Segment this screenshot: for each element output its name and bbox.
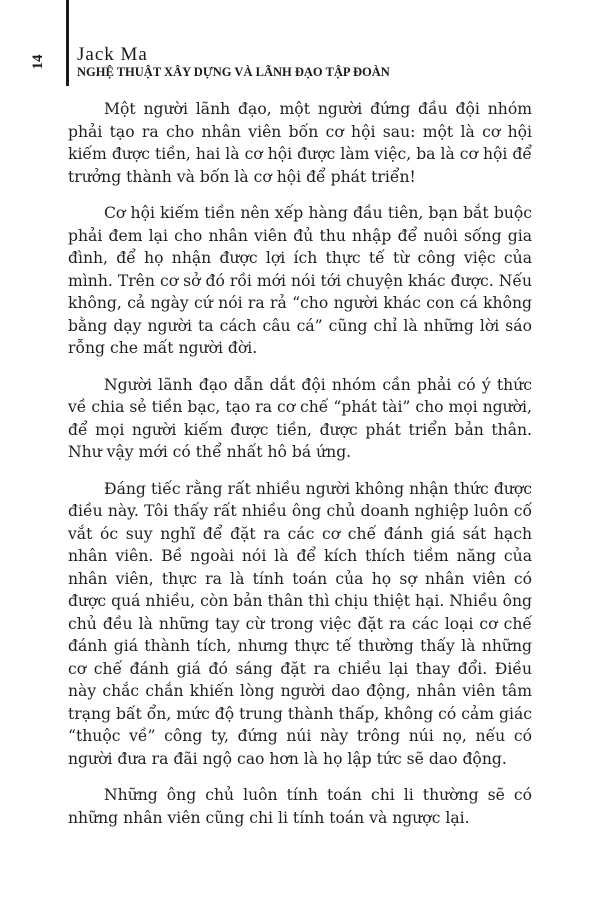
running-header (77, 46, 557, 80)
body-text (68, 98, 532, 843)
paragraph-4: Đáng tiếc rằng rất nhiều người không nhận thức được điều này. Tôi thấy rất nhiều ông chủ doanh nghiệp luôn cố vắt óc suy nghĩ để đặt ra các cơ chế đánh giá sát hạch nhân viên. Bề ngoài nói là để kích thích tiềm năng của nhân viên, thực ra là tính toán của họ sợ nhân viên có được quá nhiều, còn bản thân thì chịu thiệt hại. Nhiều ông chủ đều là những tay cừ trong việc đặt ra các loại cơ chế đánh giá thành tích, nhưng thực tế thường thấy là những cơ chế đánh giá đó sáng đặt ra chiều lại thay đổi. Điều này chắc chắn khiến lòng người dao động, nhân viên tâm trạng bất ổn, mức độ trung thành thấp, không có cảm giác “thuộc về” công ty, đứng núi này trông núi nọ, nếu có người đưa ra đãi ngộ cao hơn là họ lập tức sẽ dao động. (68, 479, 532, 768)
header-author: Jack Ma (77, 44, 148, 65)
header-book-title: NGHỆ THUẬT XÂY DỰNG VÀ LÃNH ĐẠO TẬP ĐOÀN (77, 65, 390, 79)
header-divider (66, 0, 69, 86)
paragraph-2: Cơ hội kiếm tiền nên xếp hàng đầu tiên, bạn bắt buộc phải đem lại cho nhân viên đủ thu nhập để nuôi sống gia đình, để họ nhận được lợi ích thực tế từ công việc của mình. Trên cơ sở đó rồi mới nói tới chuyện khác được. Nếu không, cả ngày cứ nói ra rả “cho người khác con cá không bằng dạy người ta cách câu cá” cũng chỉ là những lời sáo rỗng che mất người đời. (68, 204, 532, 357)
page-number: 14 (30, 54, 46, 70)
paragraph-5: Những ông chủ luôn tính toán chi li thường sẽ có những nhân viên cũng chi li tính toán và ngược lại. (68, 786, 532, 827)
paragraph-3: Người lãnh đạo dẫn dắt đội nhóm cần phải có ý thức về chia sẻ tiền bạc, tạo ra cơ chế “phát tài” cho mọi người, để mọi người kiếm được tiền, được phát triển bản thân. Như vậy mới có thể nhất hô bá ứng. (68, 375, 532, 461)
paragraph-1: Một người lãnh đạo, một người đứng đầu đội nhóm phải tạo ra cho nhân viên bốn cơ hội sau: một là cơ hội kiếm được tiền, hai là cơ hội được làm việc, ba là cơ hội để trưởng thành và bốn là cơ hội để phát triển! (68, 100, 532, 186)
